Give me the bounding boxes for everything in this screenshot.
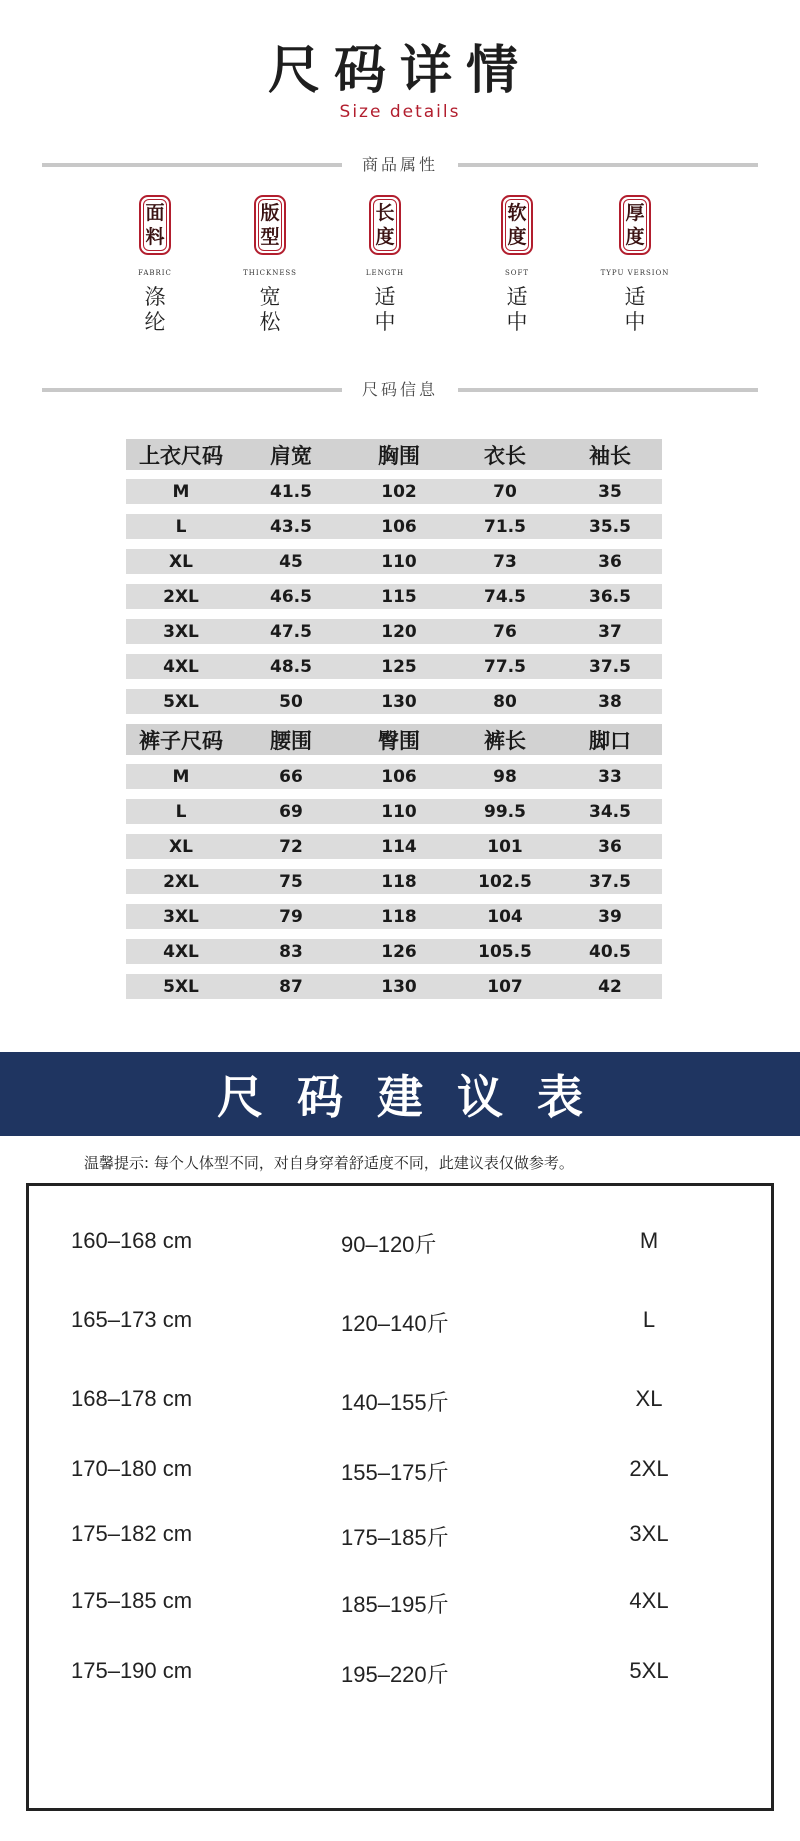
table-cell: 43.5 (270, 516, 312, 537)
table-cell: 2XL (163, 871, 199, 892)
table-cell: 114 (381, 836, 417, 857)
table-row (126, 869, 662, 894)
size-table (126, 439, 662, 1009)
table-cell: 66 (279, 766, 303, 787)
top-table-body (126, 479, 662, 714)
table-cell: M (172, 766, 190, 787)
table-cell: 3XL (163, 621, 199, 642)
table-cell: 118 (381, 871, 417, 892)
attribute-value-char: 适 (506, 285, 528, 309)
recommendation-row (29, 1456, 771, 1496)
attribute-value-char: 适 (624, 285, 646, 309)
recommendation-size: 2XL (629, 1456, 669, 1481)
table-cell: L (175, 516, 187, 537)
seal-char: 度 (625, 226, 645, 248)
table-cell: 35.5 (589, 516, 631, 537)
table-row (126, 834, 662, 859)
table-cell: 胸围 (378, 443, 420, 468)
recommendation-banner (0, 1052, 800, 1136)
recommendation-weight: 195–220斤 (341, 1662, 449, 1687)
table-cell: 72 (279, 836, 303, 857)
table-cell: 35 (598, 481, 622, 502)
table-cell: 76 (493, 621, 517, 642)
attribute-english-label: LENGTH (365, 269, 405, 277)
seal-char: 度 (375, 226, 395, 248)
recommendation-height: 170–180 cm (71, 1456, 193, 1481)
table-cell: 126 (381, 941, 417, 962)
attribute-english-label: THICKNESS (243, 269, 297, 277)
table-cell: 34.5 (589, 801, 631, 822)
table-cell: 36 (598, 836, 622, 857)
table-cell: 38 (598, 691, 622, 712)
table-cell: 48.5 (270, 656, 312, 677)
table-cell: 45 (279, 551, 303, 572)
table-cell: 37 (598, 621, 622, 642)
table-row (126, 584, 662, 609)
attribute-softness (462, 195, 572, 335)
attribute-value-char: 涤 (144, 285, 166, 309)
seal-char: 料 (145, 226, 165, 248)
table-cell: 115 (381, 586, 417, 607)
table-cell: 71.5 (484, 516, 526, 537)
table-cell: 36 (598, 551, 622, 572)
attribute-english-label: SOFT (504, 269, 530, 277)
table-cell: L (175, 801, 187, 822)
recommendation-banner-title: 尺码建议表 (217, 1070, 617, 1124)
seal-char: 面 (145, 202, 165, 224)
recommendation-height: 175–182 cm (71, 1521, 193, 1546)
table-cell: 36.5 (589, 586, 631, 607)
table-cell: 83 (279, 941, 303, 962)
recommendation-height: 175–185 cm (71, 1588, 193, 1613)
table-cell: 77.5 (484, 656, 526, 677)
page-title: 尺码详情 (267, 40, 532, 101)
table-row (126, 514, 662, 539)
table-cell: 102.5 (478, 871, 532, 892)
table-cell: 105.5 (478, 941, 532, 962)
attribute-english-label: FABRIC (138, 269, 172, 277)
table-cell: 118 (381, 906, 417, 927)
table-cell: 74.5 (484, 586, 526, 607)
seal-char: 版 (260, 202, 280, 224)
table-cell: 5XL (163, 976, 199, 997)
attribute-value-char: 中 (624, 310, 646, 334)
table-cell: 4XL (163, 941, 199, 962)
table-row (126, 619, 662, 644)
recommendation-weight: 90–120斤 (341, 1232, 437, 1257)
table-cell: 37.5 (589, 871, 631, 892)
table-row (126, 549, 662, 574)
seal-char: 厚 (625, 202, 645, 224)
table-cell: 104 (487, 906, 523, 927)
table-cell: 130 (381, 976, 417, 997)
table-cell: 41.5 (270, 481, 312, 502)
table-cell: 73 (493, 551, 517, 572)
table-cell: 107 (487, 976, 523, 997)
recommendation-size: 4XL (629, 1588, 669, 1613)
attribute-value-char: 宽 (259, 285, 281, 309)
table-row (126, 764, 662, 789)
fabric-seal-icon (139, 195, 171, 255)
table-cell: 99.5 (484, 801, 526, 822)
table-cell: XL (169, 551, 193, 572)
table-cell: 130 (381, 691, 417, 712)
table-cell: 37.5 (589, 656, 631, 677)
attribute-fit (215, 195, 325, 335)
table-cell: 裤子尺码 (139, 728, 223, 753)
recommendation-size: L (642, 1307, 656, 1332)
top-table-header (126, 439, 662, 470)
table-cell: 50 (279, 691, 303, 712)
recommendation-size: XL (635, 1386, 663, 1411)
table-cell: 110 (381, 801, 417, 822)
recommendation-table (26, 1183, 774, 1811)
recommendation-weight: 120–140斤 (341, 1311, 449, 1336)
table-cell: 79 (279, 906, 303, 927)
recommendation-size: 3XL (629, 1521, 669, 1546)
table-cell: 肩宽 (270, 443, 312, 468)
length-seal-icon (369, 195, 401, 255)
attribute-value-char: 纶 (144, 310, 166, 334)
seal-char: 软 (507, 202, 527, 224)
attribute-english-label: TYPU VERSION (600, 269, 670, 277)
attribute-value (100, 285, 210, 335)
table-cell: 袖长 (589, 443, 631, 468)
attribute-value (580, 285, 690, 335)
recommendation-row (29, 1386, 771, 1426)
attribute-value-char: 适 (374, 285, 396, 309)
fit-seal-icon (254, 195, 286, 255)
recommendation-row (29, 1228, 771, 1268)
table-row (126, 689, 662, 714)
recommendation-weight: 185–195斤 (341, 1592, 449, 1617)
table-cell: 106 (381, 516, 417, 537)
table-cell: 42 (598, 976, 622, 997)
attribute-thickness (580, 195, 690, 335)
table-cell: 衣长 (484, 443, 526, 468)
table-cell: 101 (487, 836, 523, 857)
size-info-section-label: 尺码信息 (361, 380, 438, 399)
pants-table-header (126, 724, 662, 755)
seal-char: 型 (260, 226, 280, 248)
table-row (126, 904, 662, 929)
table-row (126, 799, 662, 824)
table-row (126, 654, 662, 679)
table-cell: 上衣尺码 (139, 443, 223, 468)
table-cell: 40.5 (589, 941, 631, 962)
table-cell: 脚口 (589, 728, 631, 753)
table-cell: 106 (381, 766, 417, 787)
table-cell: 87 (279, 976, 303, 997)
recommendation-height: 160–168 cm (71, 1228, 193, 1253)
table-cell: 102 (381, 481, 417, 502)
table-cell: 110 (381, 551, 417, 572)
table-cell: 裤长 (484, 728, 526, 753)
pants-table-body (126, 764, 662, 999)
table-cell: 39 (598, 906, 622, 927)
table-cell: 5XL (163, 691, 199, 712)
table-cell: 4XL (163, 656, 199, 677)
recommendation-row (29, 1588, 771, 1628)
table-cell: 臀围 (378, 728, 420, 753)
table-cell: 46.5 (270, 586, 312, 607)
attribute-value (215, 285, 325, 335)
softness-seal-icon (501, 195, 533, 255)
table-cell: XL (169, 836, 193, 857)
table-cell: 125 (381, 656, 417, 677)
table-row (126, 939, 662, 964)
table-row (126, 479, 662, 504)
recommendation-height: 165–173 cm (71, 1307, 193, 1332)
recommendation-row (29, 1307, 771, 1347)
table-cell: 腰围 (270, 728, 312, 753)
recommendation-height: 168–178 cm (71, 1386, 193, 1411)
recommendation-size: 5XL (629, 1658, 669, 1683)
recommendation-height: 175–190 cm (71, 1658, 193, 1683)
table-cell: 75 (279, 871, 303, 892)
page-subtitle: Size details (339, 102, 461, 122)
table-row (126, 974, 662, 999)
recommendation-tip: 温馨提示: 每个人体型不同，对自身穿着舒适度不同，此建议表仅做参考。 (84, 1154, 574, 1172)
recommendation-weight: 140–155斤 (341, 1390, 449, 1415)
recommendation-weight: 175–185斤 (341, 1525, 449, 1550)
seal-char: 度 (507, 226, 527, 248)
table-cell: M (172, 481, 190, 502)
table-cell: 98 (493, 766, 517, 787)
attribute-length (330, 195, 440, 335)
table-cell: 3XL (163, 906, 199, 927)
recommendation-size: M (639, 1228, 659, 1253)
table-cell: 70 (493, 481, 517, 502)
attributes-section-label: 商品属性 (361, 155, 438, 174)
size-info-divider (42, 377, 758, 401)
attributes-divider (42, 152, 758, 176)
attribute-value-char: 中 (374, 310, 396, 334)
attribute-value-char: 中 (506, 310, 528, 334)
attribute-value (330, 285, 440, 335)
table-cell: 120 (381, 621, 417, 642)
recommendation-weight: 155–175斤 (341, 1460, 449, 1485)
recommendation-row (29, 1521, 771, 1561)
recommendation-row (29, 1658, 771, 1698)
attribute-value (462, 285, 572, 335)
table-cell: 80 (493, 691, 517, 712)
table-cell: 69 (279, 801, 303, 822)
table-cell: 47.5 (270, 621, 312, 642)
table-cell: 33 (598, 766, 622, 787)
table-cell: 2XL (163, 586, 199, 607)
thickness-seal-icon (619, 195, 651, 255)
attribute-value-char: 松 (259, 310, 281, 334)
attribute-fabric (100, 195, 210, 335)
seal-char: 长 (375, 202, 395, 224)
